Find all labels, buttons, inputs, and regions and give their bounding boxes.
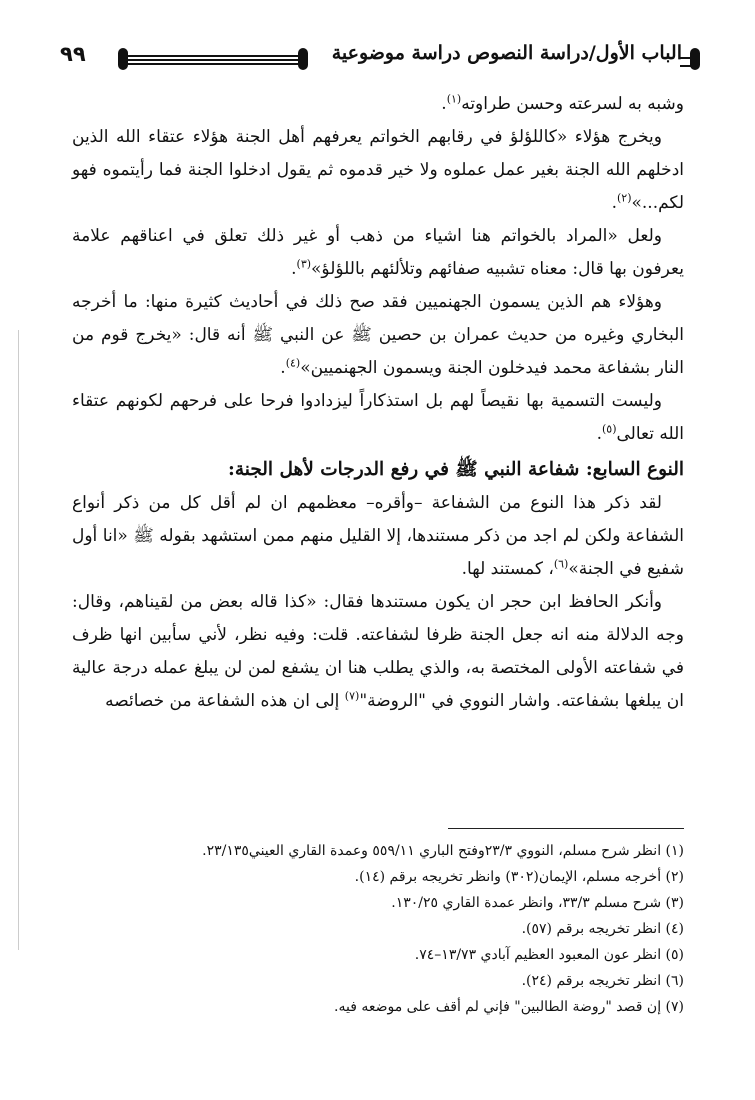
footnotes — [72, 838, 684, 1020]
paragraph: ويخرج هؤلاء «كاللؤلؤ في رقابهم الخواتم يعرفهم أهل الجنة هؤلاء عتقاء الله الذين ادخلهم الله الجنة بغير عمل عملوه ولا خير قدموه ثم يقول ادخلوا الجنة فما رأيتموه فهو لكم...»$^{(٢)}$. — [72, 127, 684, 213]
footnote-separator — [448, 828, 684, 829]
footnote: (٥) انظر عون المعبود العظيم آبادي ١٣/٧٣–٧٤. — [414, 947, 684, 963]
running-title: الباب الأول/دراسة النصوص دراسة موضوعية — [331, 42, 682, 64]
page-number: ٩٩ — [60, 42, 86, 66]
ornament-knob-end — [690, 48, 700, 70]
footnote-ref: (١) — [446, 92, 462, 106]
page-header — [60, 40, 700, 80]
main-text — [72, 88, 684, 718]
paragraph: وليست التسمية بها نقيصاً لهم بل استذكاراً ليزدادوا فرحا على فرحهم لكونهم عتقاء الله تعالى$^{(٥)}$. — [72, 391, 684, 444]
footnote: (١) انظر شرح مسلم، النووي ٢٣/٣وفتح الباري ٥٥٩/١١ وعمدة القاري العيني٢٣/١٣٥. — [202, 843, 684, 859]
paragraph: وشبه به لسرعته وحسن طراوته$^{(١)}$. — [441, 92, 684, 114]
ornament-knob-right — [298, 48, 308, 70]
header-ornament-rule — [118, 52, 308, 66]
section-heading: النوع السابع: شفاعة النبي ﷺ في رفع الدرجات لأهل الجنة: — [228, 459, 684, 480]
footnote: (٣) شرح مسلم ٣٣/٣، وانظر عمدة القاري ١٣٠/٢٥. — [391, 895, 684, 911]
paragraph: لقد ذكر هذا النوع من الشفاعة –وأقره– معظمهم ان لم أقل كل من ذكر أنواع الشفاعة ولكن لم اجد من ذكر مستندها، إلا القليل منهم ممن استشهد بقوله ﷺ «انا أول شفيع في الجنة»$^{(٦)}$، كمستند لها. — [72, 493, 684, 579]
footnote: (٦) انظر تخريجه برقم (٢٤). — [521, 973, 684, 989]
footnote-ref: (٥) — [601, 422, 617, 436]
footnote: (٢) أخرجه مسلم، الإيمان(٣٠٢) وانظر تخريجه برقم (١٤). — [354, 869, 684, 885]
footnote-ref: (٣) — [296, 257, 312, 271]
footnote-ref: (٤) — [285, 356, 301, 370]
paragraph: ولعل «المراد بالخواتم هنا اشياء من ذهب أو غير ذلك تعلق في اعناقهم علامة يعرفون بها قال: معناه تشبيه صفائهم وتلألئهم باللؤلؤ»$^{(٣)}$. — [72, 226, 684, 279]
footnote-ref: (٢) — [616, 191, 632, 205]
ornament-knob-left — [118, 48, 128, 70]
paragraph: وهؤلاء هم الذين يسمون الجهنميين فقد صح ذلك في أحاديث كثيرة منها: ما أخرجه البخاري وغيره من حديث عمران بن حصين ﷺ عن النبي ﷺ أنه قال: «يخرج قوم من النار بشفاعة محمد فيدخلون الجنة ويسمون الجهنميين»$^{(٤)}$. — [72, 292, 684, 378]
footnote-ref: (٧) — [344, 689, 360, 703]
paragraph: وأنكر الحافظ ابن حجر ان يكون مستندها فقال: «كذا قاله بعض من لقيناهم، وقال: وجه الدلالة منه انه جعل الجنة ظرفا لشفاعته. قلت: وفيه نظر، لأني سأبين انها ظرف في شفاعته الأولى المختصة به، والذي يطلب هنا ان يشفع لمن لن يبلغ عمله درجة عالية ان يبلغها بشفاعته. واشار النووي في "الروضة"$^{(٧)}$ إلى ان هذه الشفاعة من خصائصه — [72, 592, 684, 711]
footnote: (٤) انظر تخريجه برقم (٥٧). — [521, 921, 684, 937]
footnote: (٧) إن قصد "روضة الطالبين" فإني لم أقف على موضعه فيه. — [334, 999, 684, 1015]
scan-margin-line — [18, 330, 19, 950]
footnote-ref: (٦) — [553, 557, 569, 571]
